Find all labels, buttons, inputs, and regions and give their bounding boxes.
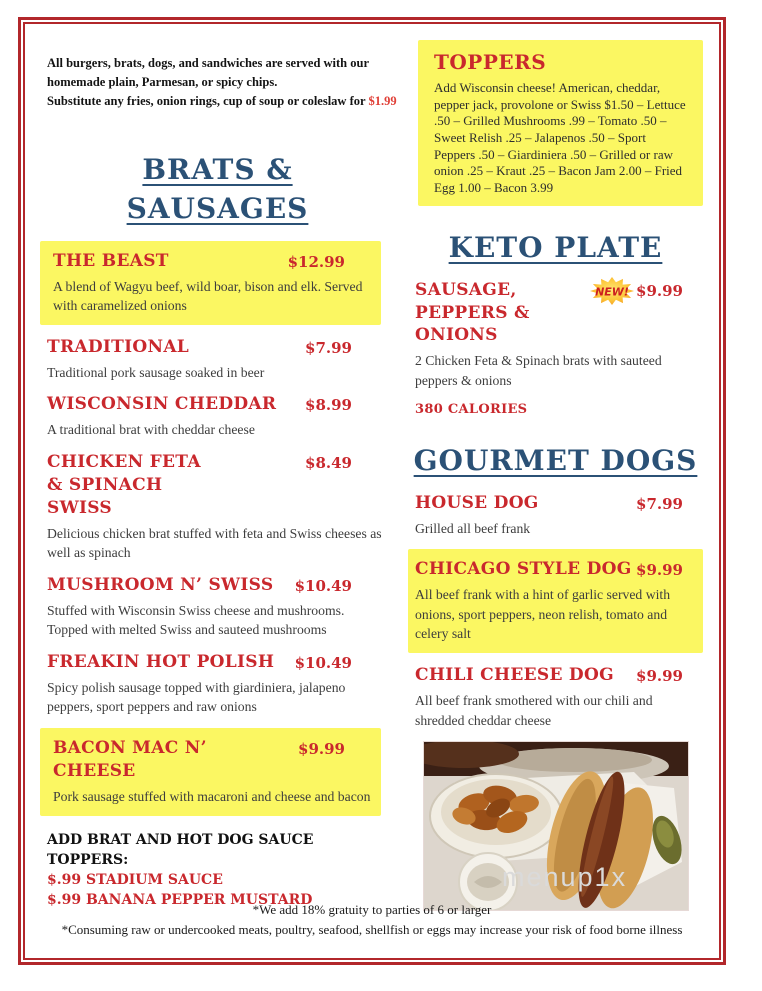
item-description: All beef frank with a hint of garlic served with onions, sport peppers, neon relish, tomato and celery salt [415, 587, 671, 642]
sauce-toppers-heading: ADD BRAT AND HOT DOG SAUCE TOPPERS: [47, 831, 314, 868]
menu-item-mushroom-n-swiss [47, 574, 388, 640]
starburst-icon [588, 276, 636, 306]
toppers-body: Add Wisconsin cheese! American, cheddar, pepper jack, provolone or Swiss $1.50 – Lettuce .50 – Grilled Mushrooms .99 – Tomato .50 – Sweet Relish .25 – Jalapenos .50 – Sport Peppers .50 – Giardiniera .50 – Grilled or raw onion .25 – Kraut .25 – Bacon Jam 2.00 – Fried Egg 1.00 – Bacon 3.99 [434, 80, 686, 195]
right-column [408, 38, 703, 896]
menu-item-freakin-hot-polish [47, 651, 388, 717]
item-price: $10.49 [294, 576, 352, 595]
item-description: Traditional pork sausage soaked in beer [47, 364, 265, 380]
item-description: All beef frank smothered with our chili and shredded cheddar cheese [415, 692, 653, 728]
menu-item-house-dog [408, 492, 703, 539]
calories-note: 380 CALORIES [415, 401, 528, 417]
sauce-topper-option: $.99 STADIUM SAUCE [47, 872, 223, 889]
item-price: $9.99 [298, 740, 345, 759]
toppers-box [418, 40, 703, 206]
menu-item-the-beast [40, 241, 381, 325]
menu-item-chili-cheese-dog [408, 664, 703, 730]
new-badge [588, 276, 636, 310]
intro-line: homemade plain, Parmesan, or spicy chips. [47, 74, 278, 89]
item-price: $7.99 [636, 494, 683, 513]
gratuity-note: *We add 18% gratuity to parties of 6 or larger [252, 902, 492, 917]
svg-text:NEW!: NEW! [595, 285, 629, 299]
section-heading-gourmet-dogs [408, 441, 703, 480]
toppers-title: TOPPERS [434, 50, 547, 74]
item-name: HOUSE DOG [415, 492, 539, 513]
item-description: 2 Chicken Feta & Spinach brats with sauteed peppers & onions [415, 353, 662, 388]
heading-line: BRATS & [142, 153, 293, 187]
menupix-watermark: menup1x [502, 862, 628, 892]
menu-item-sausage-peppers-onions [408, 279, 703, 391]
intro-line: All burgers, brats, dogs, and sandwiches are served with our [47, 56, 370, 70]
section-heading-brats-sausages [47, 150, 388, 228]
substitution-price: $1.99 [368, 93, 397, 108]
item-description: Grilled all beef frank [415, 520, 531, 536]
item-name: CHICKEN FETA & SPINACH SWISS [47, 451, 201, 518]
item-name: THE BEAST [53, 250, 169, 271]
item-description: Spicy polish sausage topped with giardiniera, jalapeno peppers, sport peppers and raw onions [47, 679, 346, 715]
intro-note [47, 54, 397, 110]
intro-line [47, 92, 397, 111]
menu-item-traditional [47, 336, 388, 383]
item-price: $8.99 [305, 396, 352, 415]
menu-item-wisconsin-cheddar [47, 393, 388, 440]
item-price: $7.99 [305, 338, 352, 357]
item-price: $9.99 [636, 281, 683, 300]
heading-line: GOURMET DOGS [413, 443, 698, 477]
item-description: Pork sausage stuffed with macaroni and cheese and bacon [53, 788, 371, 804]
item-name: BACON MAC N’ CHEESE [53, 738, 207, 781]
item-price: $10.49 [294, 653, 352, 672]
item-name: MUSHROOM N’ SWISS [47, 574, 274, 595]
item-description: Delicious chicken brat stuffed with feta and Swiss cheeses as well as spinach [47, 525, 382, 561]
left-column [47, 38, 397, 909]
item-description: A blend of Wagyu beef, wild boar, bison and elk. Served with caramelized onions [53, 278, 363, 314]
item-name: CHICAGO STYLE DOG [415, 559, 632, 580]
intro-line3-text: Substitute any fries, onion rings, cup of soup or coleslaw for [47, 93, 366, 108]
item-price: $12.99 [287, 252, 345, 271]
item-name: WISCONSIN CHEDDAR [47, 394, 277, 415]
item-name: FREAKIN HOT POLISH [47, 651, 275, 672]
sauce-topper-option: $.99 BANANA PEPPER MUSTARD [47, 892, 313, 909]
menu-content [25, 24, 719, 909]
menu-item-chicken-feta-spinach-swiss [47, 451, 388, 563]
item-price: $8.49 [305, 453, 352, 472]
menu-border-frame [23, 22, 721, 960]
section-heading-keto-plate [408, 228, 703, 267]
heading-line: SAUSAGES [126, 192, 309, 226]
menu-item-bacon-mac-n-cheese [40, 728, 381, 815]
item-name: TRADITIONAL [47, 336, 190, 357]
item-description: Stuffed with Wisconsin Swiss cheese and mushrooms. Topped with melted Swiss and sauteed mushrooms [47, 602, 345, 638]
sauce-toppers-note [47, 830, 388, 911]
item-price: $9.99 [636, 561, 683, 580]
item-name: CHILI CHEESE DOG [415, 665, 614, 685]
disclaimer-note: *Consuming raw or undercooked meats, poultry, seafood, shellfish or eggs may increase your risk of food borne illness [61, 921, 683, 937]
item-price: $9.99 [636, 667, 683, 685]
item-description: A traditional brat with cheddar cheese [47, 422, 255, 438]
item-name: SAUSAGE, PEPPERS & ONIONS [415, 279, 530, 346]
heading-line: KETO PLATE [448, 231, 663, 265]
menu-item-chicago-style-dog [408, 549, 703, 653]
